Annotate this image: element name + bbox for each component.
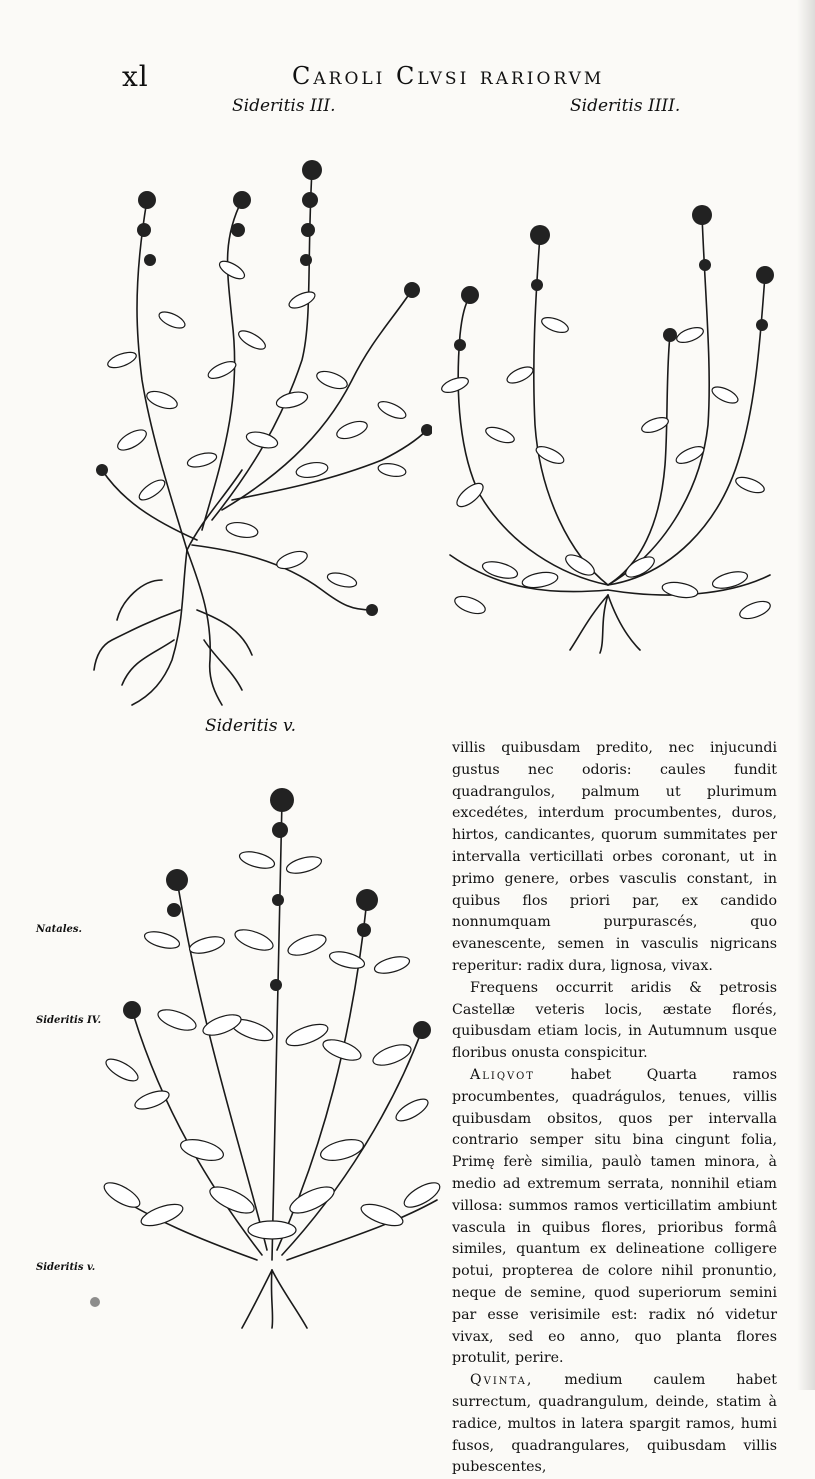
paragraph-3-lead-word: Aliqvot [470, 1066, 535, 1083]
margin-note-sideritis-5: Sideritis v. [36, 1262, 96, 1273]
paragraph-4 [452, 1370, 777, 1479]
paragraph-2: Frequens occurrit aridis & petrosis Castellæ veteris locis, æstate florés, quibusdam etiam locis, in Autumnum usque floribus onusta conspicitur. [452, 979, 777, 1062]
woodcut-sideritis-3 [92, 140, 432, 710]
running-head: Caroli Clvsi rariorvm [292, 62, 605, 90]
paragraph-1: villis quibusdam predito, nec injucundi gustus nec odoris: caules fundit quadrangulos, palmum ut plurimum excedétes, interdum procumbentes, duros, hirtos, candicantes, quorum summitates per intervalla verticillati orbes coronant, ut in primo genere, orbes vasculis constant, in quibus flos priori par, ex candido nonnumquam purpurascés, quo evanescente, semen in vasculis nigricans reperitur: radix dura, lignosa, vivax. [452, 740, 777, 974]
folio-number: xl [122, 60, 149, 93]
paragraph-4-text: medium caulem habet surrectum, quadrangulum, deinde, statim à radice, multos in latera spargit ramos, humi fusos, quadrangulares, quibusdam villis pubescentes, [452, 1372, 777, 1476]
woodcut-sideritis-4 [440, 195, 776, 655]
paragraph-3 [452, 1065, 777, 1370]
page-edge-shadow [797, 0, 815, 1390]
woodcut-sideritis-5 [92, 770, 447, 1330]
paragraph-3-text: habet Quarta ramos procumbentes, quadrágulos, tenues, villis quibusdam obsitos, quos per intervalla contrario semper situ bina cingunt folia, Primę ferè similia, paulò tamen minora, à medio ad extremum serrata, nonnihil etiam villosa: summos ramos verticillatim ambiunt vascula in quibus flores, prioribus formâ similes, quantum ex delineatione colligere potui, propterea de colore nihil pronuntio, neque de semine, quod superiorum semini par esse verisimile est: radix nó videtur vivax, sed eo anno, quo planta flores protulit, perire. [452, 1066, 777, 1367]
caption-sideritis-5: Sideritis v. [205, 716, 296, 736]
body-text [452, 738, 777, 1479]
caption-sideritis-3: Sideritis III. [232, 96, 336, 116]
paragraph-4-lead-word: Qvinta, [470, 1372, 534, 1389]
caption-sideritis-4: Sideritis IIII. [570, 96, 681, 116]
margin-note-natales: Natales. [36, 924, 82, 935]
ink-spot [90, 1297, 100, 1307]
margin-note-sideritis-4: Sideritis IV. [36, 1015, 102, 1026]
